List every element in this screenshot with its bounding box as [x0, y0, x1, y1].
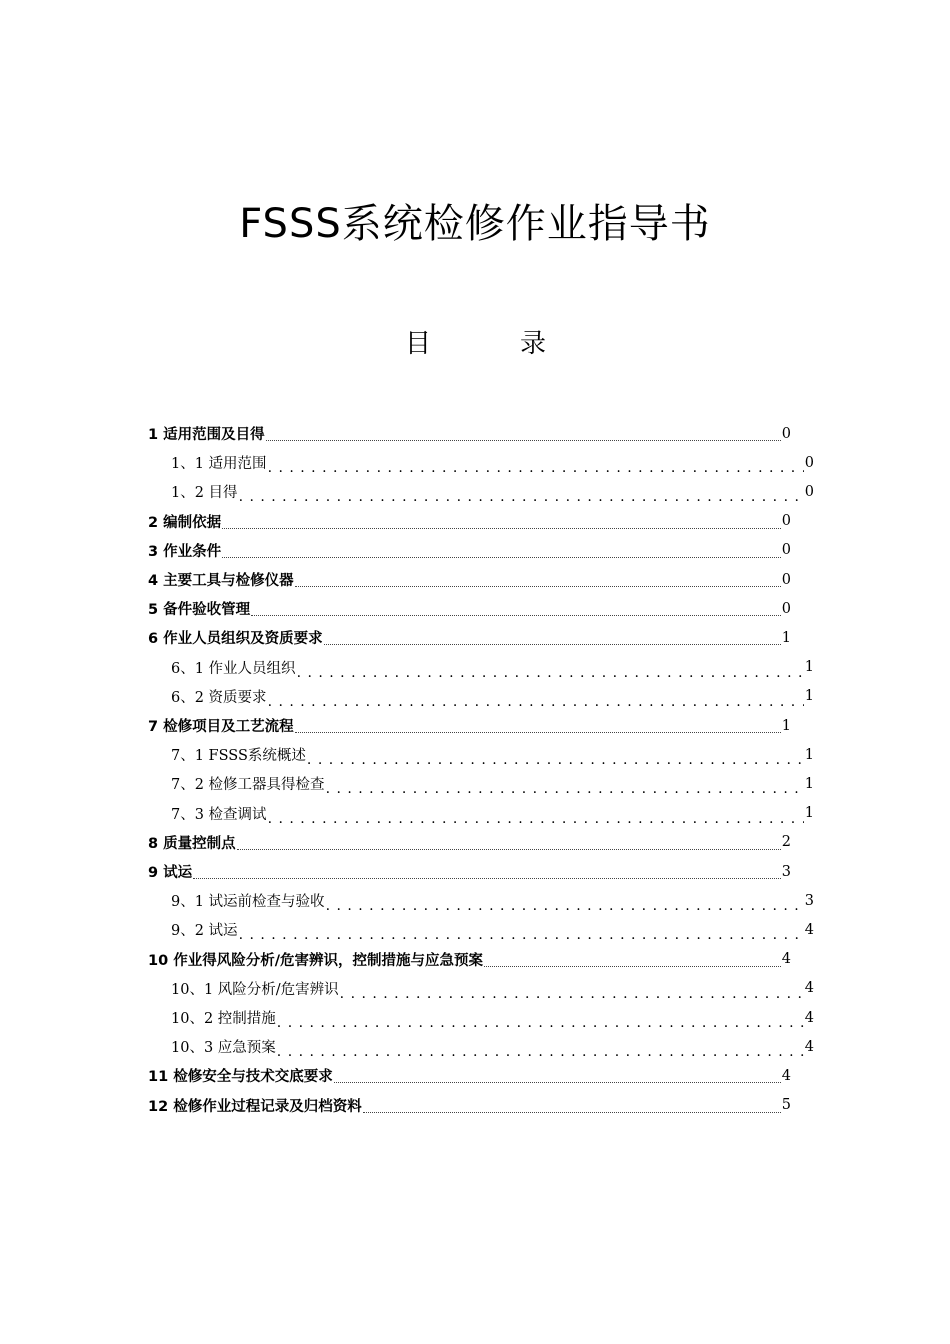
toc-entry[interactable]	[148, 565, 791, 594]
toc-entry-label: 11 检修安全与技术交底要求	[148, 1069, 333, 1086]
toc-entry-page: 1	[804, 805, 814, 822]
toc-entry[interactable]	[148, 419, 791, 448]
toc-entry-page: 4	[804, 980, 814, 997]
toc-leader-dots	[326, 778, 804, 798]
toc-entry-page: 3	[781, 863, 791, 880]
toc-entry-page: 1	[804, 688, 814, 705]
toc-entry[interactable]	[171, 1032, 814, 1061]
toc-entry-page: 4	[781, 951, 791, 968]
toc-entry-label: 8 质量控制点	[148, 835, 236, 852]
toc-leader-dots	[268, 691, 804, 711]
toc-entry-label: 6、1 作业人员组织	[171, 660, 296, 677]
toc-entry-label: 1、2 目得	[171, 485, 238, 502]
toc-entry-page: 0	[781, 571, 791, 588]
toc-leader-dots	[340, 983, 804, 1003]
toc-entry-label: 10 作业得风险分析/危害辨识，控制措施与应急预案	[148, 952, 484, 969]
toc-entry[interactable]	[171, 915, 814, 944]
toc-entry-page: 2	[781, 834, 791, 851]
toc-entry[interactable]	[171, 974, 814, 1003]
toc-entry[interactable]	[171, 477, 814, 506]
toc-entry-label: 6、2 资质要求	[171, 689, 267, 706]
toc-entry-page: 1	[781, 717, 791, 734]
toc-entry-label: 1、1 适用范围	[171, 456, 267, 473]
toc-leader-dots	[239, 924, 804, 944]
toc-leader-dots	[297, 662, 804, 682]
toc-entry-label: 10、3 应急预案	[171, 1040, 276, 1057]
toc-entry[interactable]	[171, 682, 814, 711]
toc-entry-label: 9 试运	[148, 865, 193, 881]
toc-entry-label: 12 检修作业过程记录及归档资料	[148, 1098, 362, 1115]
toc-leader-dots	[239, 486, 804, 506]
toc-entry-label: 1 适用范围及目得	[148, 427, 265, 443]
toc-entry-page: 0	[781, 425, 791, 442]
toc-entry[interactable]	[148, 828, 791, 857]
toc-entry[interactable]	[148, 945, 791, 974]
toc-entry[interactable]	[148, 1091, 791, 1120]
toc-entry-page: 0	[804, 454, 814, 471]
document-title: FSSS系统检修作业指导书	[239, 201, 711, 247]
toc-entry-page: 5	[781, 1097, 791, 1114]
toc-entry[interactable]	[148, 594, 791, 623]
toc-entry[interactable]	[171, 799, 814, 828]
toc-leader-dots	[295, 732, 781, 733]
toc-entry[interactable]	[148, 857, 791, 886]
toc-entry-page: 4	[804, 921, 814, 938]
toc-entry-page: 1	[804, 775, 814, 792]
toc-leader-dots	[237, 849, 781, 850]
toc-entry[interactable]	[148, 623, 791, 652]
toc-entry-page: 1	[804, 746, 814, 763]
toc-entry-page: 1	[781, 629, 791, 646]
toc-entry-label: 9、1 试运前检查与验收	[171, 894, 325, 911]
toc-leader-dots	[251, 615, 781, 616]
toc-entry[interactable]	[171, 653, 814, 682]
toc-entry-page: 4	[781, 1067, 791, 1084]
toc-leader-dots	[268, 457, 804, 477]
toc-entry-page: 1	[804, 659, 814, 676]
toc-leader-dots	[295, 586, 781, 587]
toc-entry-page: 3	[804, 892, 814, 909]
toc-entry-label: 2 编制依据	[148, 514, 222, 531]
toc-leader-dots	[307, 749, 804, 769]
toc-heading-left: 目	[405, 329, 432, 359]
toc-entry-label: 3 作业条件	[148, 543, 222, 560]
toc-leader-dots	[222, 557, 781, 558]
toc-entry-label: 7、2 检修工器具得检查	[171, 777, 325, 794]
toc-entry-label: 7 检修项目及工艺流程	[148, 719, 294, 735]
toc-entry[interactable]	[148, 507, 791, 536]
toc-leader-dots	[363, 1112, 781, 1113]
toc-entry-label: 5 备件验收管理	[148, 602, 251, 619]
toc-entry[interactable]	[148, 536, 791, 565]
toc-entry[interactable]	[148, 1061, 791, 1090]
toc-entry-page: 0	[781, 600, 791, 617]
toc-entry-label: 4 主要工具与检修仪器	[148, 573, 294, 589]
toc-entry-page: 0	[781, 513, 791, 530]
toc-entry[interactable]	[171, 448, 814, 477]
toc-entry-label: 10、1 风险分析/危害辨识	[171, 981, 339, 998]
toc-leader-dots	[484, 966, 781, 967]
toc-entry-label: 6 作业人员组织及资质要求	[148, 631, 323, 648]
toc-entry[interactable]	[171, 769, 814, 798]
toc-entry-label: 7、1 FSSS系统概述	[171, 748, 306, 765]
toc-leader-dots	[324, 644, 781, 645]
toc-leader-dots	[326, 895, 804, 915]
toc-entry-page: 4	[804, 1038, 814, 1055]
toc-entry-page: 0	[781, 542, 791, 559]
toc-leader-dots	[266, 440, 781, 441]
toc-leader-dots	[277, 1012, 804, 1032]
toc-entry-page: 4	[804, 1009, 814, 1026]
toc-leader-dots	[268, 808, 804, 828]
toc-entry[interactable]	[148, 711, 791, 740]
toc-leader-dots	[222, 528, 781, 529]
toc-heading	[0, 326, 950, 362]
toc-entry[interactable]	[171, 1003, 814, 1032]
toc-entry-label: 9、2 试运	[171, 923, 238, 940]
toc-entry-label: 10、2 控制措施	[171, 1011, 276, 1027]
toc-leader-dots	[277, 1041, 804, 1061]
toc-leader-dots	[193, 878, 781, 879]
toc-entry[interactable]	[171, 740, 814, 769]
toc-leader-dots	[334, 1082, 781, 1083]
toc-entry[interactable]	[171, 886, 814, 915]
toc-entry-label: 7、3 检查调试	[171, 806, 267, 823]
toc-entry-page: 0	[804, 483, 814, 500]
toc-heading-right: 录	[520, 329, 547, 359]
